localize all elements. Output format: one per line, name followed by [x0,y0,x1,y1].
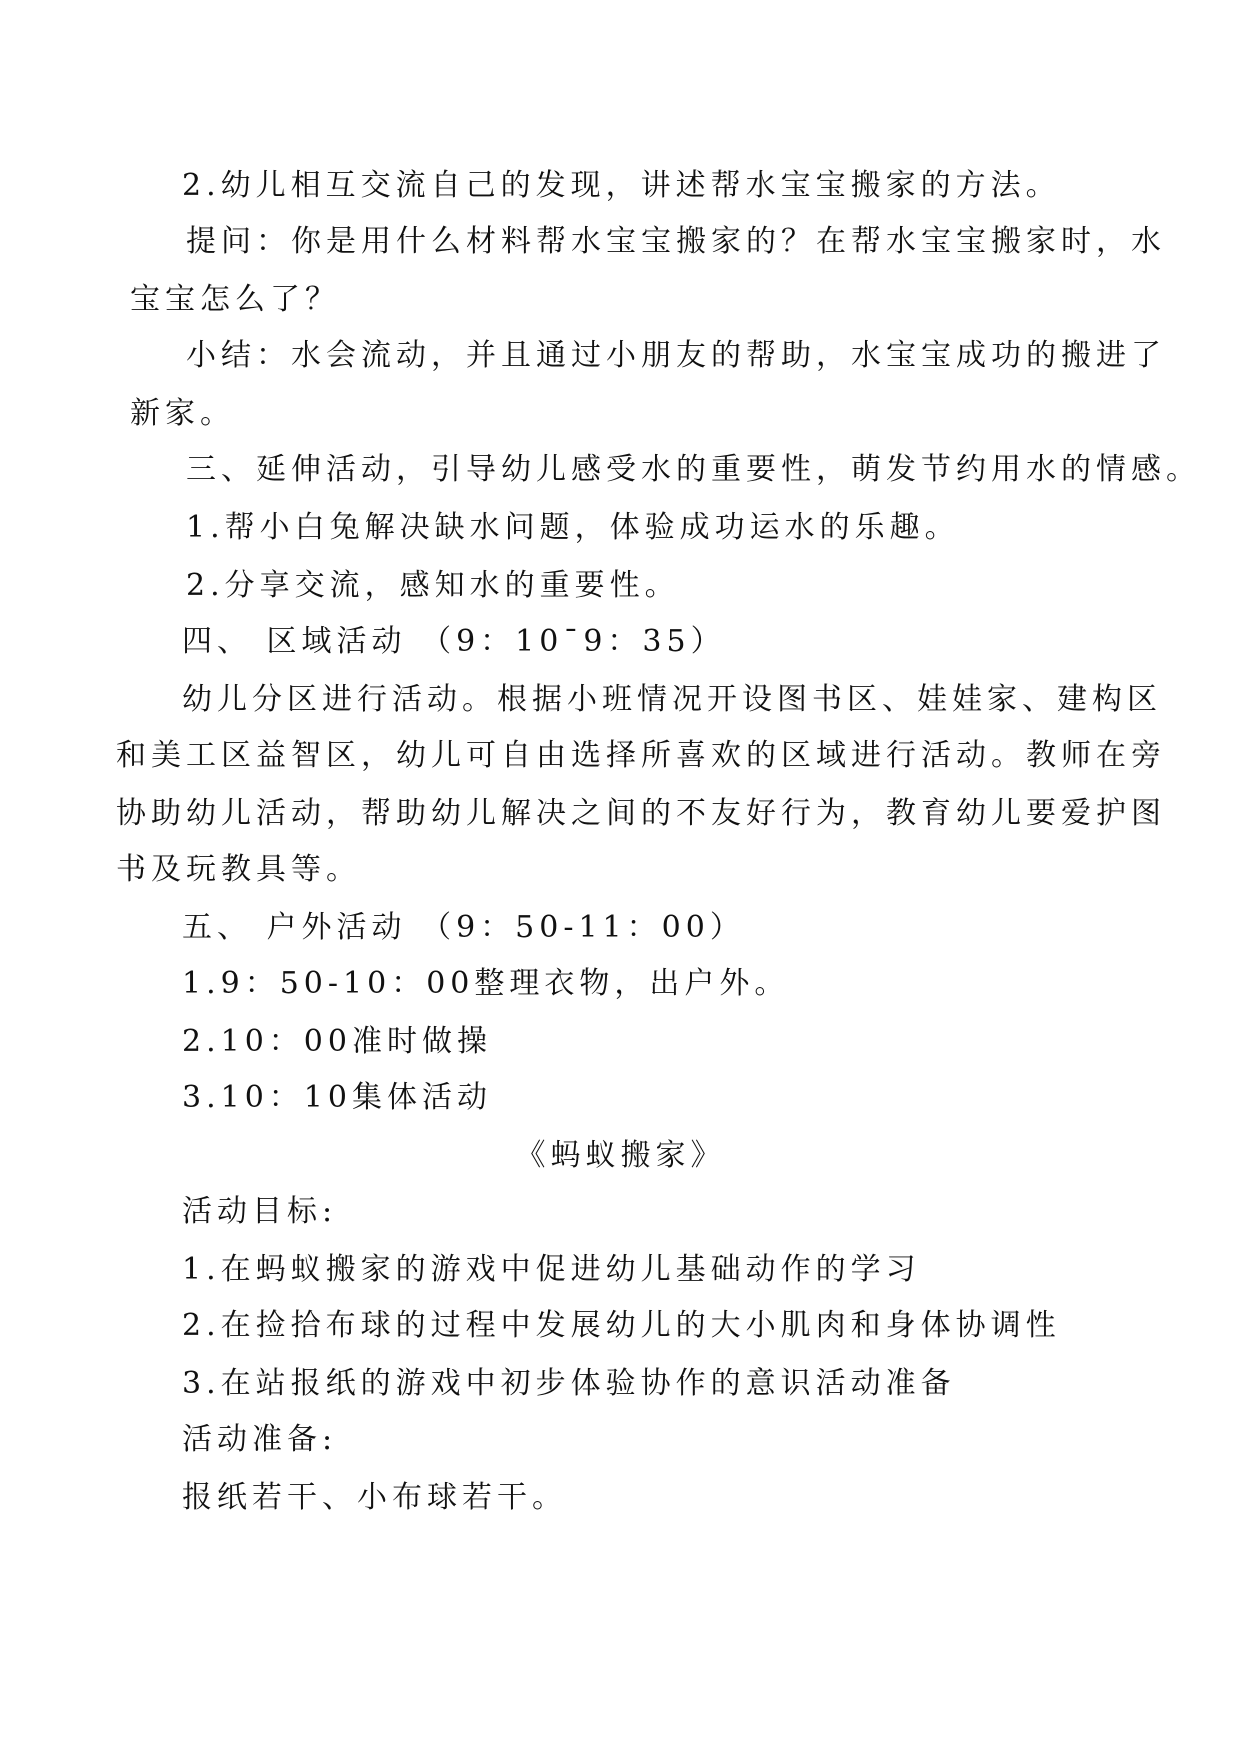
paragraph-line: 1.帮小白兔解决缺水问题，体验成功运水的乐趣。 [186,510,960,545]
paragraph-line: 1.9：50-10：00整理衣物，出户外。 [182,966,790,1001]
paragraph-line: 书及玩教具等。 [116,852,361,887]
subheading: 活动目标: [182,1194,338,1229]
paragraph-line: 2.在捡拾布球的过程中发展幼儿的大小肌肉和身体协调性 [182,1308,1061,1343]
paragraph-line: 和美工区益智区，幼儿可自由选择所喜欢的区域进行活动。教师在旁 [116,738,1166,773]
paragraph-line: 新家。 [130,396,235,431]
subheading: 活动准备: [182,1422,338,1457]
paragraph-line: 1.在蚂蚁搬家的游戏中促进幼儿基础动作的学习 [182,1252,921,1287]
section-heading: 五、 户外活动 （9：50-11：00） [182,910,745,945]
paragraph-line: 小结：水会流动，并且通过小朋友的帮助，水宝宝成功的搬进了 [186,338,1166,373]
section-heading: 三、延伸活动，引导幼儿感受水的重要性，萌发节约用水的情感。 [186,452,1201,487]
paragraph-line: 2.幼儿相互交流自己的发现，讲述帮水宝宝搬家的方法。 [182,168,1061,203]
paragraph-line: 幼儿分区进行活动。根据小班情况开设图书区、娃娃家、建构区 [182,682,1162,717]
section-heading: 四、 区域活动 （9：10¯9：35） [182,624,726,659]
paragraph-line: 协助幼儿活动，帮助幼儿解决之间的不友好行为，教育幼儿要爱护图 [116,796,1166,831]
paragraph-line: 3.10：10集体活动 [182,1080,492,1115]
paragraph-line: 2.10：00准时做操 [182,1024,492,1059]
paragraph-line: 报纸若干、小布球若干。 [182,1480,567,1515]
paragraph-line: 宝宝怎么了？ [130,282,340,317]
activity-title: 《蚂蚁搬家》 [515,1138,726,1173]
paragraph-line: 3.在站报纸的游戏中初步体验协作的意识活动准备 [182,1366,956,1401]
paragraph-line: 提问：你是用什么材料帮水宝宝搬家的？在帮水宝宝搬家时，水 [186,224,1166,259]
paragraph-line: 2.分享交流，感知水的重要性。 [186,568,680,603]
